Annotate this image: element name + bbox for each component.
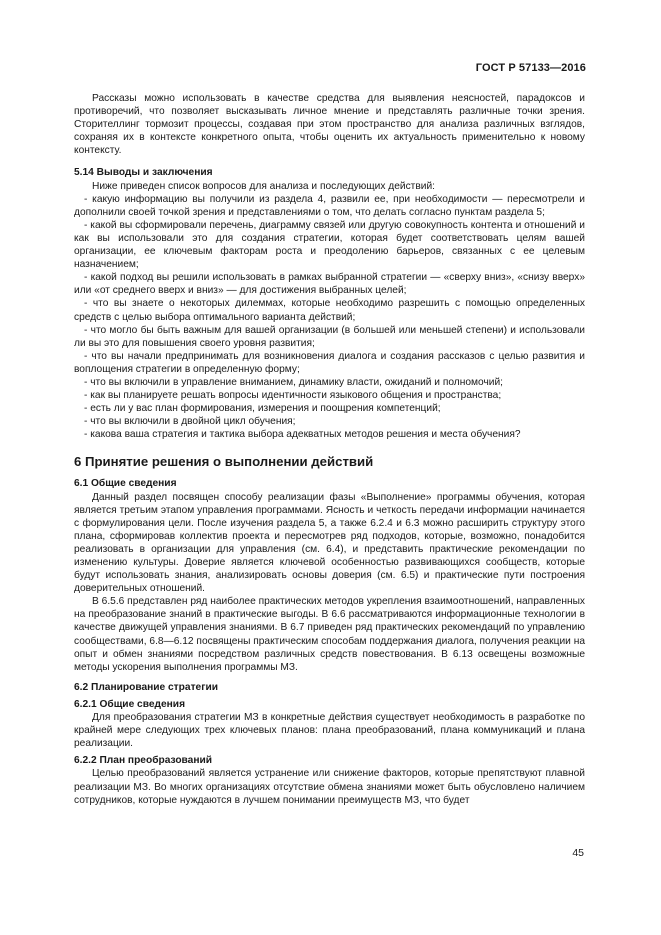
list-item: - что вы знаете о некоторых дилеммах, которые необходимо разрешить с помощью определенных средств с целью выбора оптимального варианта действий; <box>74 298 585 323</box>
list-item: - какова ваша стратегия и тактика выбора адекватных методов решения и места обучения? <box>84 429 521 441</box>
section-5-14-heading: 5.14 Выводы и заключения <box>74 167 213 179</box>
list-item: - какой подход вы решили использовать в рамках выбранной стратегии — «сверху вниз», «снизу вверх» или «от среднего вверх и вниз» — для достижения выбранных целей; <box>74 272 585 297</box>
list-item: - что вы включили в управление вниманием, динамику власти, ожиданий и полномочий; <box>84 376 503 388</box>
list-item: - есть ли у вас план формирования, измерения и поощрения компетенций; <box>84 403 441 415</box>
intro-paragraph: Рассказы можно использовать в качестве средства для выявления неясностей, парадоксов и противоречий, что позволяет высказывать личное мнение и представлять различные точки зрения. Сторителлинг тормозит процессы, создавая при этом пространство для анализа различных взглядов, сохраняя их в контексте конкретного опыта, чтобы оценить их актуальность применительно к новому контексту. <box>74 93 585 157</box>
page-content <box>74 92 585 807</box>
list-item: - как вы планируете решать вопросы идентичности языкового общения и пространства; <box>84 390 502 402</box>
list-item: - что вы начали предпринимать для возникновения диалога и создания рассказов с целью развития и воплощения стратегии в определенную форму; <box>74 350 585 375</box>
chapter-6-heading: 6 Принятие решения о выполнении действий <box>74 454 374 470</box>
section-6-1-paragraph-2: В 6.5.6 представлен ряд наиболее практических методов укрепления взаимоотношений, направленных на преобразование знаний в практические выгоды. В 6.6 рассматриваются информационные технологии в качестве движущей управления знаниями. В 6.7 приведен ряд практических рекомендаций по управлению сообществами, 6.8—6.12 посвящены практическим способам поддержания диалога, получения реакции на опыт и обмен знаниями посредством различных средств повествования. В 6.13 освещены возможные методы ускорения выполнения программы МЗ. <box>74 596 585 673</box>
section-6-1-heading: 6.1 Общие сведения <box>74 478 177 490</box>
section-6-2-1-heading: 6.2.1 Общие сведения <box>74 698 186 710</box>
list-item: - что вы включили в двойной цикл обучения; <box>84 416 296 428</box>
document-id-header: ГОСТ Р 57133—2016 <box>475 62 586 74</box>
list-item: - какой вы сформировали перечень, диаграмму связей или другую совокупность контента и отношений и как вы использовали это для создания стратегии, которая будет соответствовать целям вашей организации, ее ключевым факторам роста и преодолению барьеров, связанных с ее целевым назначением; <box>74 219 585 271</box>
section-6-1-paragraph-1: Данный раздел посвящен способу реализации фазы «Выполнение» программы обучения, которая является третьим этапом управления программами. Ясность и четкость передачи информации начинается с формулирования цели. После изучения раздела 5, а также 6.2.4 и 6.3 можно расширить структуру этого плана, сформировав коллектив проекта и пересмотрев ряд подходов, которые, возможно, понадобится реализовать в организации для управления (см. 6.4), и представить практические рекомендации по изменению культуры. Доверие является ключевой особенностью развивающихся сообществ, которые будут использовать знания, анализировать основы доверия (см. 6.5) и практические пути построения доверительных отношений. <box>74 491 585 595</box>
questions-list <box>74 193 585 442</box>
section-6-2-2-paragraph: Целью преобразований является устранение или снижение факторов, которые препятствуют плавной реализации МЗ. Во многих организациях отсутствие обмена знаниями может быть обусловлено наличием сотрудников, которые нуждаются в лучшем понимании преимуществ МЗ, что будет <box>74 768 585 806</box>
page-number: 45 <box>572 847 584 859</box>
section-5-14-lead: Ниже приведен список вопросов для анализа и последующих действий: <box>92 180 435 192</box>
list-item: - что могло бы быть важным для вашей организации (в большей или меньшей степени) и использовали ли вы это для повышения своего уровня развития; <box>74 324 585 349</box>
section-6-2-1-paragraph: Для преобразования стратегии МЗ в конкретные действия существует необходимость в разработке по крайней мере следующих трех ключевых планов: плана преобразований, плана коммуникаций и плана реализации. <box>74 712 585 750</box>
section-6-2-2-heading: 6.2.2 План преобразований <box>74 755 213 767</box>
section-6-2-heading: 6.2 Планирование стратегии <box>74 681 218 693</box>
list-item: - какую информацию вы получили из раздела 4, развили ее, при необходимости — пересмотрели и дополнили своей точкой зрения и представлениями о том, что делать согласно пунктам раздела 5; <box>74 193 585 218</box>
